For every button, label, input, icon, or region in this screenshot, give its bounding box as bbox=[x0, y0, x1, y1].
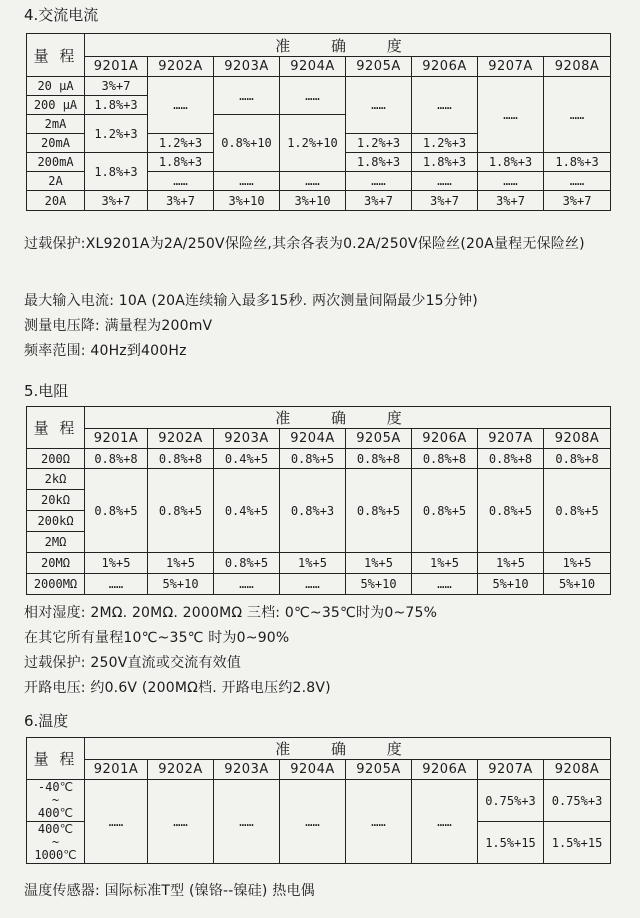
accuracy-cell: …… bbox=[280, 780, 346, 864]
model-header: 9203A bbox=[214, 760, 280, 780]
accuracy-cell: 0.8%+5 bbox=[412, 469, 478, 553]
res-note-humidity: 相对湿度: 2MΩ. 20MΩ. 2000MΩ 三档: 0℃~35℃时为0~75% bbox=[24, 605, 438, 621]
accuracy-cell: 3%+7 bbox=[544, 191, 611, 211]
model-header: 9204A bbox=[280, 57, 346, 77]
ac-current-table bbox=[26, 33, 611, 211]
range-label: 200mA bbox=[27, 153, 85, 172]
accuracy-cell: 0.8%+3 bbox=[280, 469, 346, 553]
accuracy-cell: 3%+7 bbox=[85, 77, 148, 96]
range-label: 2kΩ bbox=[27, 469, 85, 490]
range-header: 量 程 bbox=[27, 407, 85, 449]
accuracy-cell: 0.8%+5 bbox=[280, 449, 346, 469]
accuracy-cell: 0.8%+5 bbox=[148, 469, 214, 553]
accuracy-cell: 5%+10 bbox=[346, 574, 412, 595]
accuracy-cell: 1%+5 bbox=[544, 553, 611, 574]
model-header: 9203A bbox=[214, 57, 280, 77]
ac-note-frequency: 频率范围: 40Hz到400Hz bbox=[24, 343, 187, 359]
accuracy-cell: 1.8%+3 bbox=[85, 153, 148, 191]
accuracy-cell: …… bbox=[346, 77, 412, 134]
accuracy-cell: …… bbox=[280, 574, 346, 595]
accuracy-cell: 0.8%+8 bbox=[544, 449, 611, 469]
accuracy-cell: 1%+5 bbox=[85, 553, 148, 574]
accuracy-cell: 1.8%+3 bbox=[544, 153, 611, 172]
accuracy-cell: …… bbox=[412, 574, 478, 595]
accuracy-header: 准 确 度 bbox=[85, 407, 611, 429]
accuracy-cell: …… bbox=[214, 172, 280, 191]
range-label-bottom: ~ 400℃ bbox=[37, 793, 74, 820]
model-header: 9207A bbox=[478, 760, 544, 780]
accuracy-cell: 0.8%+10 bbox=[214, 115, 280, 172]
accuracy-cell: …… bbox=[214, 780, 280, 864]
section-title-temperature: 6.温度 bbox=[24, 712, 69, 730]
accuracy-cell: 3%+7 bbox=[346, 191, 412, 211]
accuracy-cell: …… bbox=[478, 77, 544, 153]
accuracy-cell: …… bbox=[214, 574, 280, 595]
section-title-resistance: 5.电阻 bbox=[24, 382, 69, 400]
model-header: 9206A bbox=[412, 57, 478, 77]
model-header: 9202A bbox=[148, 57, 214, 77]
model-header: 9206A bbox=[412, 760, 478, 780]
accuracy-cell: 0.4%+5 bbox=[214, 469, 280, 553]
accuracy-cell: 1%+5 bbox=[478, 553, 544, 574]
accuracy-cell: …… bbox=[148, 780, 214, 864]
accuracy-cell: 0.8%+8 bbox=[478, 449, 544, 469]
accuracy-cell: 1%+5 bbox=[280, 553, 346, 574]
model-header: 9201A bbox=[85, 429, 148, 449]
ac-note-voltage-drop: 测量电压降: 满量程为200mV bbox=[24, 318, 213, 334]
range-label: 20MΩ bbox=[27, 553, 85, 574]
model-header: 9204A bbox=[280, 429, 346, 449]
range-label-bottom: ~ 1000℃ bbox=[34, 835, 77, 862]
accuracy-cell: 0.8%+5 bbox=[478, 469, 544, 553]
accuracy-cell: 5%+10 bbox=[148, 574, 214, 595]
accuracy-cell: 0.8%+8 bbox=[412, 449, 478, 469]
range-label: 2000MΩ bbox=[27, 574, 85, 595]
accuracy-cell: 1.8%+3 bbox=[478, 153, 544, 172]
accuracy-cell: …… bbox=[85, 574, 148, 595]
accuracy-cell: 1%+5 bbox=[148, 553, 214, 574]
range-label-top: -40℃ bbox=[37, 780, 74, 794]
accuracy-cell: 0.4%+5 bbox=[214, 449, 280, 469]
accuracy-cell: 0.8%+5 bbox=[544, 469, 611, 553]
model-header: 9203A bbox=[214, 429, 280, 449]
model-header: 9205A bbox=[346, 429, 412, 449]
model-header: 9206A bbox=[412, 429, 478, 449]
model-header: 9201A bbox=[85, 760, 148, 780]
accuracy-cell: 1.8%+3 bbox=[346, 153, 412, 172]
accuracy-cell: 3%+7 bbox=[85, 191, 148, 211]
accuracy-cell: …… bbox=[346, 780, 412, 864]
range-label: 200 μA bbox=[27, 96, 85, 115]
range-label: 20A bbox=[27, 191, 85, 211]
res-note-open-voltage: 开路电压: 约0.6V (200MΩ档. 开路电压约2.8V) bbox=[24, 680, 331, 696]
section-title-ac-current: 4.交流电流 bbox=[24, 6, 99, 24]
range-label: 2mA bbox=[27, 115, 85, 134]
accuracy-cell: 3%+7 bbox=[412, 191, 478, 211]
range-label: 200Ω bbox=[27, 449, 85, 469]
range-label: 20kΩ bbox=[27, 490, 85, 511]
accuracy-cell: 1%+5 bbox=[412, 553, 478, 574]
model-header: 9201A bbox=[85, 57, 148, 77]
model-header: 9207A bbox=[478, 57, 544, 77]
accuracy-cell: …… bbox=[544, 77, 611, 153]
accuracy-header: 准 确 度 bbox=[85, 738, 611, 760]
range-label bbox=[27, 822, 85, 864]
accuracy-cell: 1.8%+3 bbox=[148, 153, 214, 172]
range-label: 200kΩ bbox=[27, 511, 85, 532]
accuracy-cell: 3%+7 bbox=[478, 191, 544, 211]
accuracy-cell: 0.75%+3 bbox=[544, 780, 611, 822]
range-label bbox=[27, 780, 85, 822]
accuracy-cell: 3%+10 bbox=[280, 191, 346, 211]
accuracy-cell: 0.8%+8 bbox=[85, 449, 148, 469]
ac-note-max-current: 最大输入电流: 10A (20A连续输入最多15秒. 两次测量间隔最少15分钟) bbox=[24, 293, 478, 309]
accuracy-cell: …… bbox=[412, 780, 478, 864]
range-label: 20 μA bbox=[27, 77, 85, 96]
accuracy-cell: 1%+5 bbox=[346, 553, 412, 574]
accuracy-cell: 1.2%+3 bbox=[148, 134, 214, 153]
model-header: 9204A bbox=[280, 760, 346, 780]
model-header: 9205A bbox=[346, 760, 412, 780]
temp-note-sensor: 温度传感器: 国际标准T型 (镍铬--镍硅) 热电偶 bbox=[24, 883, 315, 899]
accuracy-cell: …… bbox=[346, 172, 412, 191]
accuracy-cell: …… bbox=[148, 77, 214, 134]
accuracy-cell: 1.8%+3 bbox=[412, 153, 478, 172]
accuracy-cell: 3%+7 bbox=[148, 191, 214, 211]
accuracy-cell: 1.2%+3 bbox=[346, 134, 412, 153]
range-label: 2MΩ bbox=[27, 532, 85, 553]
model-header: 9202A bbox=[148, 429, 214, 449]
accuracy-cell: 0.8%+5 bbox=[214, 553, 280, 574]
temperature-table bbox=[26, 737, 611, 864]
accuracy-cell: …… bbox=[478, 172, 544, 191]
range-label: 20mA bbox=[27, 134, 85, 153]
accuracy-cell: 5%+10 bbox=[544, 574, 611, 595]
accuracy-cell: …… bbox=[85, 780, 148, 864]
range-label: 2A bbox=[27, 172, 85, 191]
accuracy-cell: …… bbox=[214, 77, 280, 115]
accuracy-cell: 0.75%+3 bbox=[478, 780, 544, 822]
accuracy-header: 准 确 度 bbox=[85, 34, 611, 57]
model-header: 9207A bbox=[478, 429, 544, 449]
accuracy-cell: …… bbox=[148, 172, 214, 191]
res-note-overload: 过载保护: 250V直流或交流有效值 bbox=[24, 655, 242, 671]
accuracy-cell: 3%+10 bbox=[214, 191, 280, 211]
ac-note-overload: 过载保护:XL9201A为2A/250V保险丝,其余各表为0.2A/250V保险丝(20A量程无保险丝) bbox=[24, 236, 585, 252]
range-header: 量 程 bbox=[27, 34, 85, 77]
accuracy-cell: …… bbox=[280, 172, 346, 191]
accuracy-cell: 1.5%+15 bbox=[544, 822, 611, 864]
model-header: 9208A bbox=[544, 760, 611, 780]
accuracy-cell: 0.8%+5 bbox=[346, 469, 412, 553]
accuracy-cell: 1.2%+3 bbox=[412, 134, 478, 153]
accuracy-cell: …… bbox=[544, 172, 611, 191]
accuracy-cell: 0.8%+8 bbox=[346, 449, 412, 469]
accuracy-cell: 0.8%+8 bbox=[148, 449, 214, 469]
accuracy-cell: 1.5%+15 bbox=[478, 822, 544, 864]
accuracy-cell: …… bbox=[280, 77, 346, 115]
resistance-table bbox=[26, 406, 611, 595]
model-header: 9208A bbox=[544, 429, 611, 449]
range-label-top: 400℃ bbox=[37, 822, 74, 836]
accuracy-cell: 5%+10 bbox=[478, 574, 544, 595]
accuracy-cell: …… bbox=[412, 172, 478, 191]
accuracy-cell: 1.2%+10 bbox=[280, 115, 346, 172]
res-note-other-ranges: 在其它所有量程10℃~35℃ 时为0~90% bbox=[24, 630, 290, 646]
accuracy-cell: 1.2%+3 bbox=[85, 115, 148, 153]
range-header: 量 程 bbox=[27, 738, 85, 780]
accuracy-cell: 0.8%+5 bbox=[85, 469, 148, 553]
accuracy-cell: 1.8%+3 bbox=[85, 96, 148, 115]
model-header: 9202A bbox=[148, 760, 214, 780]
model-header: 9208A bbox=[544, 57, 611, 77]
model-header: 9205A bbox=[346, 57, 412, 77]
accuracy-cell: …… bbox=[412, 77, 478, 134]
